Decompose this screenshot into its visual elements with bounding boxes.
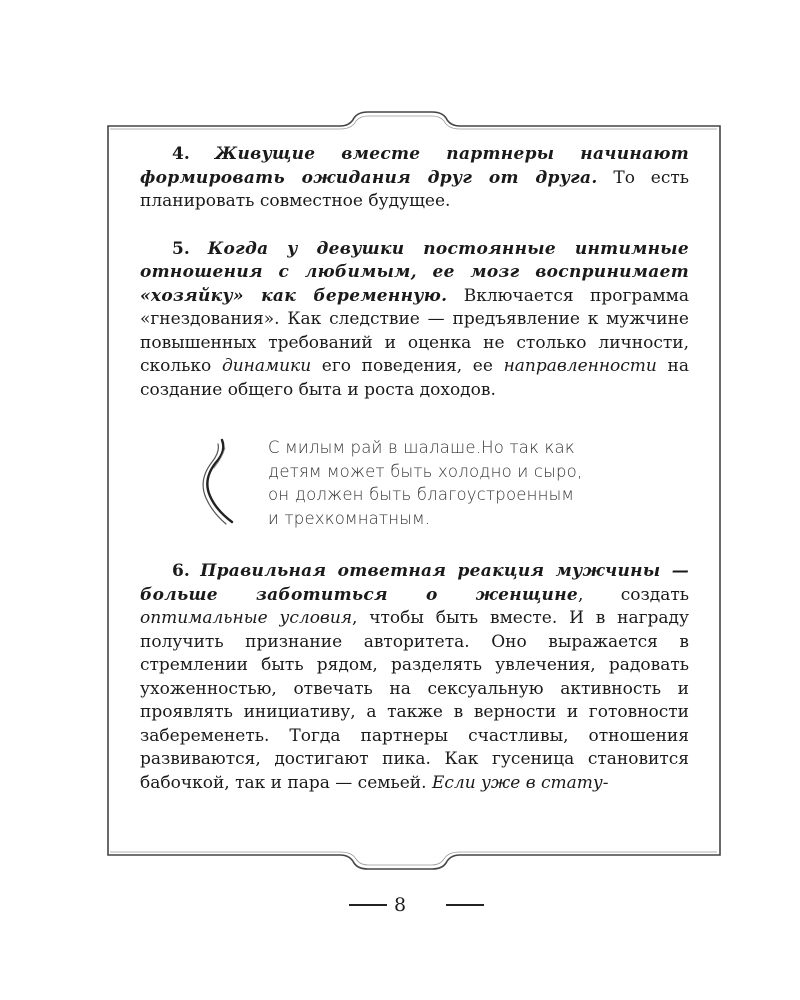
paragraph-4 [140, 143, 689, 214]
paragraph-6 [140, 560, 689, 795]
body-text: на создание общего быта и роста доходов. [140, 356, 690, 400]
swirl-ornament-icon [192, 438, 238, 526]
item-number: 4. [172, 144, 190, 164]
page-content [140, 143, 689, 795]
body-text: его поведения, ее [311, 356, 504, 376]
italic-term: направленности [503, 356, 657, 376]
body-text: Включается программа «гнездования». Как следствие — предъявление к мужчине повышенных требований и оценка не столько личности, сколько [140, 285, 689, 376]
item-number: 5. [172, 238, 190, 259]
bold-statement: Когда у девушки постоянные интимные отношения с любимым, ее мозг воспринимает «хозяйку» как беременную. [140, 238, 689, 306]
page-footer [0, 893, 800, 923]
italic-term: динамики [221, 356, 312, 376]
italic-term: оптимальные условия [140, 608, 353, 628]
quote-line: и трехкомнатным. [268, 508, 431, 528]
page-number: 8 [393, 894, 407, 916]
quote-line: С милым рай в шалаше.Но так как [268, 438, 575, 457]
item-number: 6. [172, 561, 190, 581]
italic-continuation: Если уже в стату- [431, 772, 609, 793]
quote-line: он должен быть благоустроенным [268, 485, 575, 504]
quote-line: детям может быть холодно и сыро, [268, 461, 583, 481]
bold-statement: Правильная ответная реакция мужчины — больше заботиться о женщине [140, 561, 690, 605]
bold-statement: Живущие вместе партнеры начинают формировать ожидания друг от друга. [140, 144, 689, 188]
body-text: , чтобы быть вместе. И в награду получить признание авторитета. Оно выражается в стремлении быть рядом, разделять увлечения, радовать ухоженностью, отвечать на сексуальную активность и проявлять инициативу, а также в верности и готовности забеременеть. Тогда партнеры счастливы, отношения развиваются, достигают пика. Как гусеница становится бабочкой, так и пара — семьей. [140, 608, 689, 793]
body-text: То есть планировать совместное будущее. [140, 167, 690, 211]
quote-text [268, 436, 698, 530]
paragraph-5 [140, 238, 689, 403]
epigraph-quote [140, 436, 689, 528]
body-text: , создать [578, 584, 689, 605]
